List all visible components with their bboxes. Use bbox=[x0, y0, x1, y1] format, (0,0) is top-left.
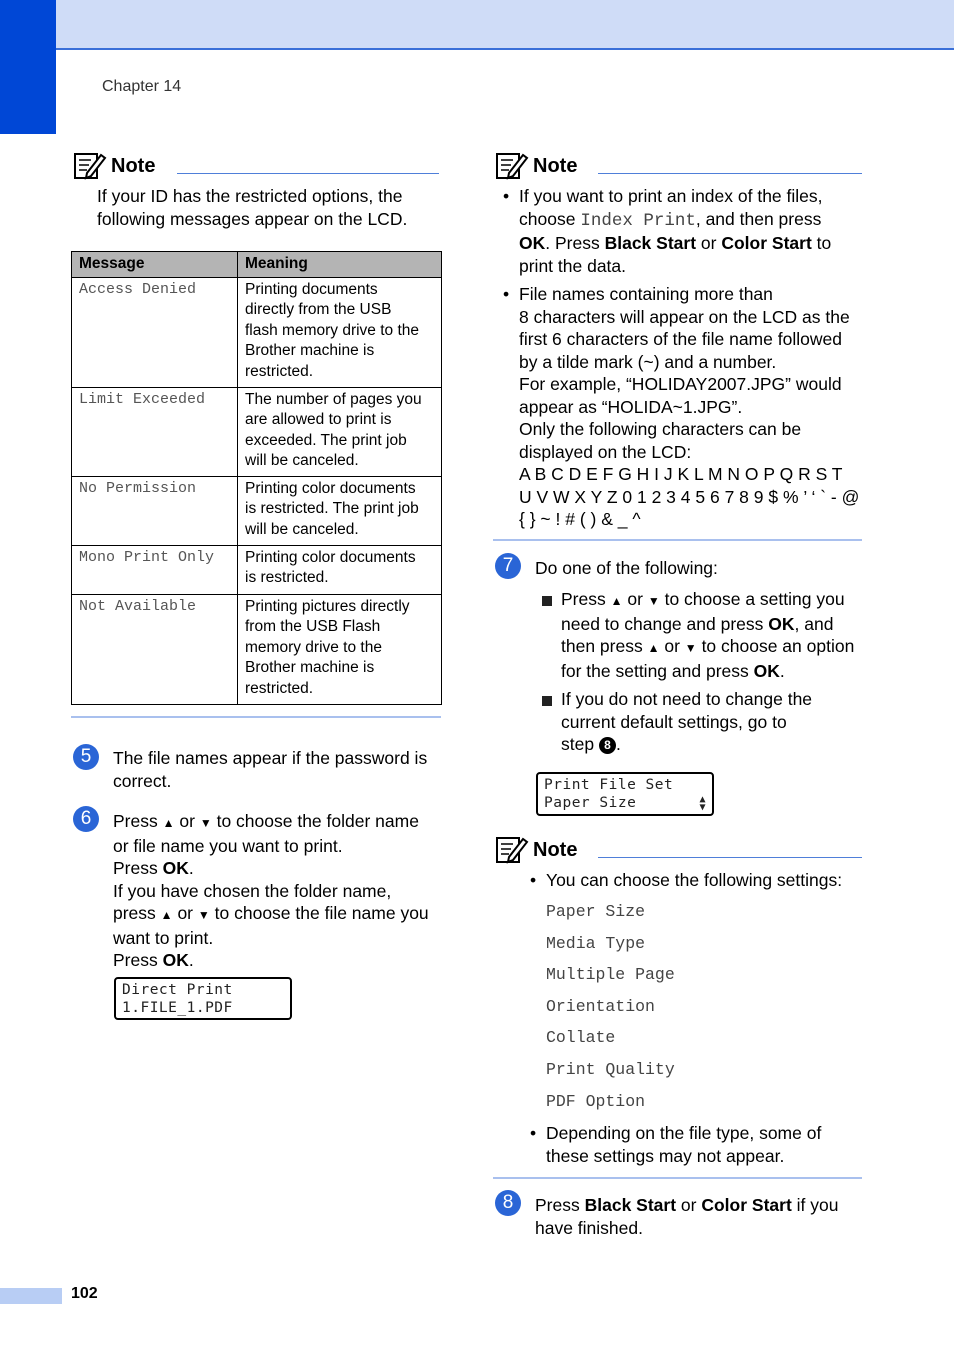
text-line: For example, “HOLIDAY2007.JPG” would bbox=[519, 374, 842, 394]
step-ref-8-icon bbox=[599, 737, 616, 754]
meaning-line: directly from the USB bbox=[245, 301, 392, 318]
text-run: press bbox=[113, 903, 156, 923]
text-run: choose bbox=[519, 208, 576, 229]
lcd-line bbox=[544, 794, 706, 812]
meaning-line: will be canceled. bbox=[245, 520, 359, 538]
up-arrow-icon: ▲ bbox=[160, 908, 173, 922]
text-run: to choose the file name you bbox=[214, 903, 429, 923]
text-run: Press bbox=[113, 858, 158, 878]
text-run: or bbox=[700, 233, 717, 253]
text-line: first 6 characters of the file name followed bbox=[519, 329, 842, 349]
table-row bbox=[72, 387, 442, 476]
setting-item: Paper Size bbox=[546, 902, 646, 921]
text-run: or bbox=[680, 1195, 697, 1215]
scroll-updown-icon: ▲ ▼ bbox=[699, 794, 706, 813]
text-run: , and bbox=[794, 613, 834, 634]
text-line: step 8 . bbox=[561, 734, 621, 754]
text-line: appear as “HOLIDA~1.JPG”. bbox=[519, 396, 743, 417]
text-line bbox=[561, 635, 861, 660]
meaning-line: Printing color documents bbox=[245, 548, 416, 566]
text-run: if you bbox=[796, 1195, 839, 1215]
menu-code: Index Print bbox=[580, 210, 696, 231]
meaning-line: is restricted. The print job bbox=[245, 500, 419, 517]
note-header bbox=[73, 150, 155, 182]
ok-key-label: OK bbox=[519, 233, 546, 253]
text-line: Only the following characters can be bbox=[519, 419, 802, 439]
square-bullet-icon bbox=[542, 593, 552, 611]
text-line bbox=[519, 208, 864, 233]
text-run: , and then press bbox=[695, 208, 822, 229]
text-line: have finished. bbox=[535, 1217, 643, 1238]
table-header-row bbox=[72, 252, 442, 278]
step-number-badge: 7 bbox=[495, 553, 521, 579]
text-run: or bbox=[627, 589, 643, 609]
note-settings-caveat bbox=[546, 1122, 821, 1167]
text-line bbox=[561, 613, 861, 636]
bullet-dot: • bbox=[503, 186, 510, 206]
up-arrow-icon: ▲ bbox=[162, 816, 175, 830]
setting-item: PDF Option bbox=[546, 1092, 646, 1111]
meaning-line: Brother machine is bbox=[245, 659, 375, 676]
text-line: these settings may not appear. bbox=[546, 1145, 785, 1166]
lcd-line: Direct Print bbox=[122, 982, 233, 998]
table-row bbox=[72, 594, 442, 704]
text-run: Press bbox=[113, 950, 158, 970]
bullet-dot: • bbox=[530, 870, 537, 890]
text-line: print the data. bbox=[519, 255, 627, 276]
meaning-line: restricted. bbox=[245, 362, 314, 380]
section-divider bbox=[493, 539, 862, 541]
text-run: Press bbox=[535, 1195, 580, 1215]
table-cell-meaning bbox=[238, 277, 442, 387]
up-arrow-icon: ▲ bbox=[647, 641, 660, 655]
down-arrow-icon: ▼ bbox=[199, 816, 212, 830]
note-pencil-icon bbox=[495, 835, 529, 865]
color-start-label: Color Start bbox=[721, 233, 812, 253]
section-divider bbox=[493, 1177, 862, 1179]
section-divider bbox=[71, 716, 441, 718]
meaning-line: restricted. bbox=[245, 679, 314, 697]
text-line: { } ~ ! # ( ) & _ ^ bbox=[519, 509, 641, 529]
ok-key-label: OK bbox=[162, 858, 189, 878]
text-run: to choose a setting you bbox=[664, 589, 845, 609]
down-arrow-icon: ▼ bbox=[197, 908, 210, 922]
text-run: for the setting and press bbox=[561, 660, 749, 681]
step-text-line: Press OK. bbox=[113, 950, 194, 970]
text-run: to choose an option bbox=[701, 636, 855, 656]
text-line bbox=[535, 1194, 839, 1217]
table-cell-meaning bbox=[238, 594, 442, 704]
bullet-dot: • bbox=[503, 284, 510, 304]
step-ref-number: 8 bbox=[604, 738, 611, 752]
table-row bbox=[72, 277, 442, 387]
note-label: Note bbox=[533, 838, 578, 861]
text-run: Press bbox=[561, 589, 606, 609]
ok-key-label: OK bbox=[753, 660, 780, 681]
column-header-meaning: Meaning bbox=[238, 252, 442, 278]
step-text-line: correct. bbox=[113, 770, 172, 791]
meaning-line: flash memory drive to the bbox=[245, 321, 420, 339]
black-start-label: Black Start bbox=[584, 1195, 677, 1215]
text-run: to bbox=[816, 233, 832, 253]
text-line: 8 characters will appear on the LCD as the bbox=[519, 306, 850, 327]
meaning-line: exceeded. The print job bbox=[245, 431, 407, 449]
meaning-line: memory drive to the bbox=[245, 638, 382, 656]
text-line: for the setting and press OK. bbox=[561, 660, 785, 681]
meaning-line: Brother machine is bbox=[245, 342, 375, 359]
black-start-label: Black Start bbox=[604, 233, 697, 253]
text-line: current default settings, go to bbox=[561, 711, 787, 732]
text-line: by a tilde mark (~) and a number. bbox=[519, 351, 777, 372]
table-cell-meaning bbox=[238, 387, 442, 476]
text-line: If you want to print an index of the files, bbox=[519, 186, 823, 206]
table-row bbox=[72, 476, 442, 545]
table-cell-meaning bbox=[238, 476, 442, 545]
text-run: Press bbox=[113, 811, 158, 831]
note-label: Note bbox=[111, 154, 156, 177]
table-row bbox=[72, 545, 442, 594]
lcd-line: Print File Set bbox=[544, 777, 674, 793]
note-pencil-icon bbox=[73, 151, 107, 181]
text-run: to choose the folder name bbox=[216, 811, 419, 831]
step-text-line: The file names appear if the password is bbox=[113, 748, 428, 768]
meaning-line: The number of pages you bbox=[245, 390, 422, 408]
setting-item: Orientation bbox=[546, 997, 655, 1016]
text-run: step bbox=[561, 734, 595, 754]
meaning-line: from the USB Flash bbox=[245, 618, 381, 635]
step-number-badge: 5 bbox=[73, 744, 99, 770]
note-bullet-filenames bbox=[519, 283, 864, 531]
ok-key-label: OK bbox=[768, 613, 795, 634]
text-line bbox=[561, 588, 861, 613]
step-text-line bbox=[113, 810, 443, 835]
note-rule bbox=[598, 857, 862, 858]
step-text-line: Press OK. bbox=[113, 858, 194, 878]
step-5-text bbox=[113, 747, 427, 792]
setting-item: Print Quality bbox=[546, 1060, 675, 1079]
header-band bbox=[0, 0, 954, 50]
chapter-tab bbox=[0, 0, 56, 134]
step-text-line: want to print. bbox=[113, 927, 214, 948]
step-text-line bbox=[113, 902, 443, 927]
note-text bbox=[97, 185, 407, 230]
text-run: need to change and press bbox=[561, 613, 764, 634]
note-pencil-icon bbox=[495, 151, 529, 181]
color-start-label: Color Start bbox=[701, 1195, 792, 1215]
note-settings-intro: You can choose the following settings: bbox=[546, 870, 843, 890]
meaning-line: are allowed to print is bbox=[245, 411, 392, 428]
step-number-badge: 6 bbox=[73, 806, 99, 832]
setting-item: Media Type bbox=[546, 934, 646, 953]
text-line: displayed on the LCD: bbox=[519, 441, 692, 462]
text-run: or bbox=[177, 903, 193, 923]
meaning-line: Printing documents bbox=[245, 280, 378, 298]
lcd-message-table bbox=[71, 251, 442, 705]
meaning-line: Printing pictures directly bbox=[245, 597, 410, 615]
meaning-line: Printing color documents bbox=[245, 479, 416, 497]
lcd-line: 1.FILE_1.PDF bbox=[122, 1000, 233, 1016]
meaning-line: will be canceled. bbox=[245, 452, 359, 469]
ok-key-label: OK bbox=[162, 950, 189, 970]
step-text-line: or file name you want to print. bbox=[113, 835, 343, 856]
up-arrow-icon: ▲ bbox=[610, 594, 623, 608]
table-cell-message: No Permission bbox=[72, 476, 238, 545]
note-text-line: following messages appear on the LCD. bbox=[97, 208, 408, 229]
lcd-text: Paper Size bbox=[544, 795, 637, 811]
step-7-intro: Do one of the following: bbox=[535, 558, 718, 578]
step-8-text bbox=[535, 1194, 839, 1239]
chapter-title: Chapter 14 bbox=[102, 78, 182, 95]
note-header bbox=[495, 834, 577, 866]
text-run: then press bbox=[561, 636, 643, 656]
page-number-bar bbox=[0, 1288, 62, 1304]
text-run: or bbox=[179, 811, 195, 831]
note-text-line: If your ID has the restricted options, the bbox=[97, 186, 403, 206]
note-rule bbox=[598, 173, 862, 174]
note-header bbox=[495, 150, 577, 182]
column-header-message: Message bbox=[72, 252, 238, 278]
step-7-option-2 bbox=[561, 688, 861, 756]
step-text-line: If you have chosen the folder name, bbox=[113, 880, 392, 901]
lcd-screen bbox=[536, 772, 714, 816]
text-line: File names containing more than bbox=[519, 284, 773, 304]
table-cell-meaning bbox=[238, 545, 442, 594]
text-line: If you do not need to change the bbox=[561, 689, 813, 709]
table-cell-message: Access Denied bbox=[72, 277, 238, 387]
text-line bbox=[519, 232, 864, 255]
page-number: 102 bbox=[71, 1285, 98, 1302]
table-cell-message: Mono Print Only bbox=[72, 545, 238, 594]
text-line: A B C D E F G H I J K L M N O P Q R S T bbox=[519, 464, 843, 484]
note-bullet-index-print bbox=[519, 185, 864, 277]
step-6-text bbox=[113, 810, 443, 972]
square-bullet-icon bbox=[542, 693, 552, 711]
down-arrow-icon: ▼ bbox=[647, 594, 660, 608]
note-label: Note bbox=[533, 154, 578, 177]
meaning-line: is restricted. bbox=[245, 569, 329, 586]
step-number-badge: 8 bbox=[495, 1190, 521, 1216]
down-arrow-icon: ▼ bbox=[684, 641, 697, 655]
bullet-dot: • bbox=[530, 1123, 537, 1143]
text-run: . Press bbox=[545, 233, 600, 253]
setting-item: Multiple Page bbox=[546, 965, 675, 984]
text-line: Depending on the file type, some of bbox=[546, 1123, 822, 1143]
text-line: U V W X Y Z 0 1 2 3 4 5 6 7 8 9 $ % ’ ‘ ` - @ bbox=[519, 486, 860, 507]
lcd-screen bbox=[114, 977, 292, 1020]
table-cell-message: Not Available bbox=[72, 594, 238, 704]
table-cell-message: Limit Exceeded bbox=[72, 387, 238, 476]
setting-item: Collate bbox=[546, 1028, 616, 1047]
step-7-option-1 bbox=[561, 588, 861, 682]
note-rule bbox=[177, 173, 439, 174]
text-run: or bbox=[664, 636, 680, 656]
